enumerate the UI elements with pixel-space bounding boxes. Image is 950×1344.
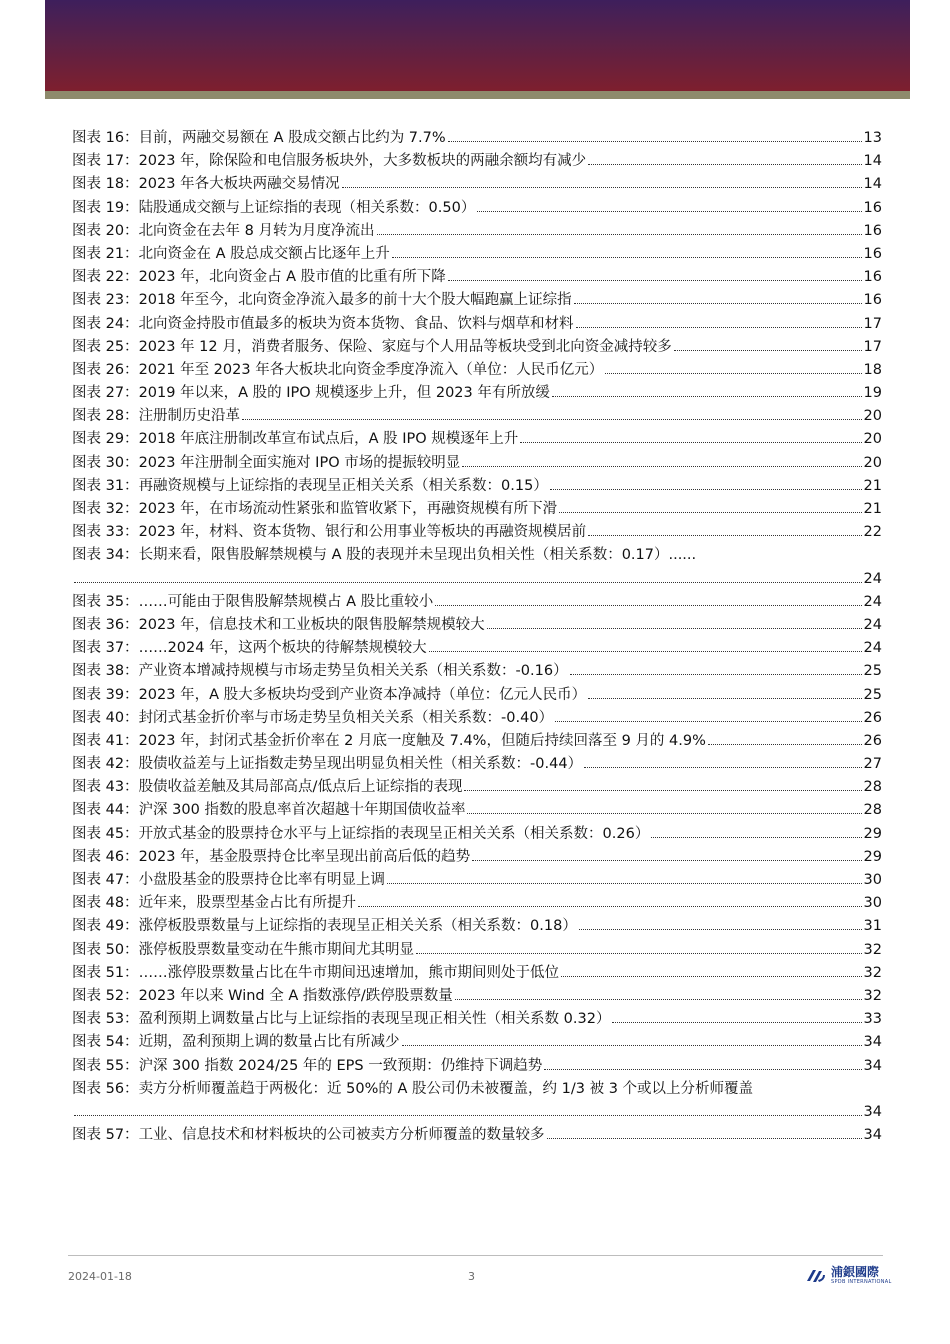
toc-entry-title: ……涨停股票数量占比在牛市期间迅速增加，熊市期间则处于低位 bbox=[138, 964, 560, 981]
toc-dot-leader bbox=[552, 395, 862, 397]
toc-entry-title: 开放式基金的股票持仓水平与上证综指的表现呈正相关关系（相关系数：0.26） bbox=[138, 825, 650, 842]
toc-entry[interactable] bbox=[72, 776, 882, 799]
toc-entry[interactable] bbox=[72, 684, 882, 707]
toc-dot-leader bbox=[358, 905, 861, 907]
toc-entry-label: 图表 54： bbox=[72, 1034, 139, 1051]
toc-entry-label: 图表 29： bbox=[72, 431, 139, 448]
toc-dot-leader bbox=[520, 441, 861, 443]
toc-page-number: 34 bbox=[863, 1127, 882, 1144]
toc-entry-label: 图表 21： bbox=[72, 245, 139, 262]
toc-page-number: 29 bbox=[863, 825, 882, 842]
toc-dot-leader bbox=[550, 488, 862, 490]
toc-entry[interactable] bbox=[72, 985, 882, 1008]
toc-entry[interactable] bbox=[72, 846, 882, 869]
toc-entry[interactable] bbox=[72, 591, 882, 614]
toc-entry-label: 图表 46： bbox=[72, 848, 139, 865]
toc-entry[interactable] bbox=[72, 1055, 882, 1078]
toc-dot-leader bbox=[74, 581, 862, 583]
toc-page-number: 21 bbox=[863, 477, 882, 494]
toc-entry-label: 图表 55： bbox=[72, 1057, 139, 1074]
toc-entry[interactable] bbox=[72, 382, 882, 405]
toc-page-number: 26 bbox=[863, 732, 882, 749]
toc-entry-title: 2023 年，信息技术和工业板块的限售股解禁规模较大 bbox=[138, 616, 485, 633]
toc-entry-title: 封闭式基金折价率与市场走势呈负相关关系（相关系数：-0.40） bbox=[138, 709, 554, 726]
toc-page-number: 21 bbox=[863, 501, 882, 517]
toc-entry-label: 图表 24： bbox=[72, 315, 139, 332]
toc-page-number: 17 bbox=[863, 315, 882, 332]
toc-dot-leader bbox=[570, 673, 862, 675]
toc-entry-label: 图表 43： bbox=[72, 779, 139, 796]
toc-entry-label: 图表 16： bbox=[72, 130, 139, 146]
toc-dot-leader bbox=[544, 1068, 861, 1070]
toc-page-number: 17 bbox=[863, 338, 882, 355]
toc-entry-label: 图表 39： bbox=[72, 686, 139, 703]
toc-entry-label: 图表 53： bbox=[72, 1011, 139, 1028]
toc-entry-title: 2023 年以来 Wind 全 A 指数涨停/跌停股票数量 bbox=[138, 987, 453, 1004]
toc-entry-label: 图表 23： bbox=[72, 292, 139, 309]
toc-entry-title: 小盘股基金的股票持仓比率有明显上调 bbox=[138, 872, 386, 889]
toc-entry[interactable] bbox=[72, 823, 882, 846]
toc-page-number: 20 bbox=[863, 454, 882, 471]
toc-entry[interactable] bbox=[72, 1008, 882, 1031]
toc-entry-label: 图表 37： bbox=[72, 640, 139, 657]
toc-entry-title: 沪深 300 指数 2024/25 年的 EPS 一致预期：仍维持下调趋势 bbox=[138, 1057, 543, 1074]
toc-entry[interactable] bbox=[72, 869, 882, 892]
toc-page-number: 34 bbox=[863, 1034, 882, 1051]
toc-entry-title: 陆股通成交额与上证综指的表现（相关系数：0.50） bbox=[138, 199, 476, 216]
toc-dot-leader bbox=[588, 534, 861, 536]
toc-entry-label: 图表 42： bbox=[72, 756, 139, 773]
toc-dot-leader bbox=[547, 1137, 862, 1139]
toc-page-number: 19 bbox=[863, 385, 882, 402]
toc-entry-label: 图表 27： bbox=[72, 385, 139, 402]
toc-dot-leader bbox=[392, 256, 862, 258]
toc-dot-leader bbox=[342, 186, 862, 188]
toc-entry[interactable] bbox=[72, 173, 882, 196]
toc-entry-title: 北向资金在去年 8 月转为月度净流出 bbox=[138, 222, 375, 239]
toc-entry-label: 图表 49： bbox=[72, 918, 139, 935]
toc-page-number: 32 bbox=[863, 941, 882, 958]
toc-entry[interactable] bbox=[72, 498, 882, 521]
toc-entry[interactable] bbox=[72, 1124, 882, 1147]
toc-dot-leader bbox=[584, 766, 861, 768]
toc-entry[interactable] bbox=[72, 150, 882, 173]
toc-page-number: 16 bbox=[863, 199, 882, 216]
toc-entry[interactable] bbox=[72, 521, 882, 544]
toc-entry-title: 2023 年，封闭式基金折价率在 2 月底一度触及 7.4%，但随后持续回落至 9 月的 4.9% bbox=[138, 732, 706, 749]
toc-entry-label: 图表 18： bbox=[72, 176, 139, 193]
toc-page-number: 16 bbox=[863, 222, 882, 239]
toc-entry-title: 沪深 300 指数的股息率首次超越十年期国债收益率 bbox=[138, 802, 466, 819]
toc-page-number: 24 bbox=[863, 570, 882, 587]
toc-entry-label: 图表 22： bbox=[72, 269, 139, 286]
toc-entry-label: 图表 30： bbox=[72, 454, 139, 471]
toc-dot-leader bbox=[467, 812, 861, 814]
toc-entry-title: ……2024 年，这两个板块的待解禁规模较大 bbox=[138, 640, 427, 657]
toc-entry-title: 2018 年至今，北向资金净流入最多的前十大个股大幅跑赢上证综指 bbox=[138, 292, 572, 309]
toc-entry-label: 图表 34： bbox=[72, 547, 139, 564]
header-banner bbox=[45, 0, 910, 91]
toc-page-number: 28 bbox=[863, 779, 882, 796]
toc-page-number: 14 bbox=[863, 176, 882, 193]
toc-page-number: 24 bbox=[863, 616, 882, 633]
toc-entry-label: 图表 20： bbox=[72, 222, 139, 239]
footer-page-number: 3 bbox=[468, 1270, 475, 1283]
toc-entry-label: 图表 33： bbox=[72, 524, 139, 541]
toc-entry-title: 北向资金在 A 股总成交额占比逐年上升 bbox=[138, 245, 390, 262]
toc-dot-leader bbox=[448, 279, 862, 281]
toc-page-number: 27 bbox=[863, 756, 882, 773]
toc-entry[interactable] bbox=[72, 1078, 882, 1124]
toc-entry-title: 2021 年至 2023 年各大板块北向资金季度净流入（单位：人民币亿元） bbox=[138, 361, 604, 378]
toc-entry-title: 2023 年，基金股票持仓比率呈现出前高后低的趋势 bbox=[138, 848, 471, 865]
toc-entry-title: 注册制历史沿革 bbox=[138, 408, 241, 425]
figure-list bbox=[72, 127, 882, 1147]
toc-entry-label: 图表 28： bbox=[72, 408, 139, 425]
toc-entry-label: 图表 35： bbox=[72, 593, 139, 610]
toc-entry-label: 图表 45： bbox=[72, 825, 139, 842]
toc-entry-title: 目前，两融交易额在 A 股成交额占比约为 7.7% bbox=[138, 130, 446, 146]
toc-entry[interactable] bbox=[72, 289, 882, 312]
toc-entry[interactable] bbox=[72, 939, 882, 962]
toc-dot-leader bbox=[477, 210, 861, 212]
toc-entry[interactable] bbox=[72, 336, 882, 359]
toc-entry-label: 图表 25： bbox=[72, 338, 139, 355]
toc-entry-label: 图表 17： bbox=[72, 153, 139, 170]
toc-dot-leader bbox=[455, 998, 862, 1000]
toc-entry-title: 2018 年底注册制改革宣布试点后，A 股 IPO 规模逐年上升 bbox=[138, 431, 519, 448]
toc-entry[interactable] bbox=[72, 452, 882, 475]
toc-entry-label: 图表 57： bbox=[72, 1127, 139, 1144]
toc-entry[interactable] bbox=[72, 915, 882, 938]
toc-dot-leader bbox=[579, 928, 862, 930]
toc-entry[interactable] bbox=[72, 313, 882, 336]
toc-entry-title: ……可能由于限售股解禁规模占 A 股比重较小 bbox=[138, 593, 434, 610]
toc-entry-title: 近期，盈利预期上调的数量占比有所减少 bbox=[138, 1034, 400, 1051]
toc-page-number: 31 bbox=[863, 918, 882, 935]
toc-page-number: 33 bbox=[863, 1011, 882, 1028]
toc-page-number: 34 bbox=[863, 1057, 882, 1074]
toc-page-number: 16 bbox=[863, 292, 882, 309]
toc-entry-label: 图表 41： bbox=[72, 732, 139, 749]
toc-entry-label: 图表 26： bbox=[72, 361, 139, 378]
toc-page-number: 32 bbox=[863, 964, 882, 981]
toc-dot-leader bbox=[588, 697, 861, 699]
toc-page-number: 18 bbox=[863, 361, 882, 378]
toc-dot-leader bbox=[559, 511, 861, 513]
toc-dot-leader bbox=[576, 326, 862, 328]
toc-entry[interactable] bbox=[72, 405, 882, 428]
toc-entry[interactable] bbox=[72, 892, 882, 915]
company-logo bbox=[805, 1266, 892, 1285]
toc-dot-leader bbox=[242, 418, 861, 420]
toc-entry-label: 图表 32： bbox=[72, 501, 139, 517]
toc-entry-title: 2023 年，在市场流动性紧张和监管收紧下，再融资规模有所下滑 bbox=[138, 501, 558, 517]
toc-entry-label: 图表 36： bbox=[72, 616, 139, 633]
toc-entry[interactable] bbox=[72, 614, 882, 637]
toc-page-number: 26 bbox=[863, 709, 882, 726]
toc-entry-title: 再融资规模与上证综指的表现呈正相关关系（相关系数：0.15） bbox=[138, 477, 548, 494]
toc-entry[interactable] bbox=[72, 127, 882, 150]
toc-entry-title: 工业、信息技术和材料板块的公司被卖方分析师覆盖的数量较多 bbox=[138, 1127, 545, 1144]
toc-entry-title: 2023 年，A 股大多板块均受到产业资本净减持（单位：亿元人民币） bbox=[138, 686, 587, 703]
toc-entry-label: 图表 19： bbox=[72, 199, 139, 216]
toc-dot-leader bbox=[74, 1114, 862, 1116]
toc-entry[interactable] bbox=[72, 660, 882, 683]
toc-entry[interactable] bbox=[72, 753, 882, 776]
toc-entry-label: 图表 31： bbox=[72, 477, 139, 494]
toc-entry[interactable] bbox=[72, 359, 882, 382]
toc-entry-label: 图表 40： bbox=[72, 709, 139, 726]
toc-entry-title: 产业资本增减持规模与市场走势呈负相关关系（相关系数：-0.16） bbox=[138, 663, 568, 680]
logo-chinese-text: 浦銀國際 bbox=[831, 1265, 880, 1279]
toc-entry[interactable] bbox=[72, 428, 882, 451]
toc-entry[interactable] bbox=[72, 475, 882, 498]
toc-entry-title: 2023 年注册制全面实施对 IPO 市场的提振较明显 bbox=[138, 454, 461, 471]
toc-entry-title: 2019 年以来，A 股的 IPO 规模逐步上升，但 2023 年有所放缓 bbox=[138, 385, 550, 402]
toc-entry[interactable] bbox=[72, 220, 882, 243]
toc-page-number: 24 bbox=[863, 640, 882, 657]
toc-page-number: 34 bbox=[863, 1103, 882, 1120]
toc-entry-title: 涨停板股票数量与上证综指的表现呈正相关关系（相关系数：0.18） bbox=[138, 918, 577, 935]
toc-page-number: 25 bbox=[863, 686, 882, 703]
toc-dot-leader bbox=[429, 650, 862, 652]
toc-entry-label: 图表 50： bbox=[72, 941, 139, 958]
toc-dot-leader bbox=[605, 372, 861, 374]
toc-page-number: 29 bbox=[863, 848, 882, 865]
toc-entry-title: 盈利预期上调数量占比与上证综指的表现呈现正相关性（相关系数 0.32） bbox=[138, 1011, 611, 1028]
toc-entry-title: 卖方分析师覆盖趋于两极化：近 50%的 A 股公司仍未被覆盖，约 1/3 被 3 个或以上分析师覆盖 bbox=[138, 1080, 754, 1097]
toc-entry-title: 2023 年各大板块两融交易情况 bbox=[138, 176, 340, 193]
toc-dot-leader bbox=[708, 743, 862, 745]
toc-page-number: 32 bbox=[863, 987, 882, 1004]
toc-entry-title: 股债收益差与上证指数走势呈现出明显负相关性（相关系数：-0.44） bbox=[138, 756, 583, 773]
toc-entry[interactable] bbox=[72, 243, 882, 266]
toc-entry[interactable] bbox=[72, 637, 882, 660]
toc-entry-label: 图表 52： bbox=[72, 987, 139, 1004]
toc-entry[interactable] bbox=[72, 707, 882, 730]
toc-entry[interactable] bbox=[72, 1031, 882, 1054]
toc-page-number: 20 bbox=[863, 431, 882, 448]
toc-dot-leader bbox=[402, 1044, 862, 1046]
toc-dot-leader bbox=[464, 789, 861, 791]
toc-entry[interactable] bbox=[72, 266, 882, 289]
toc-page-number: 28 bbox=[863, 802, 882, 819]
toc-page-number: 30 bbox=[863, 872, 882, 889]
footer-divider bbox=[68, 1255, 883, 1256]
toc-entry-title: 2023 年，北向资金占 A 股市值的比重有所下降 bbox=[138, 269, 446, 286]
header-accent-line bbox=[45, 91, 910, 99]
toc-entry-title: 2023 年 12 月，消费者服务、保险、家庭与个人用品等板块受到北向资金减持较多 bbox=[138, 338, 672, 355]
toc-page-number: 13 bbox=[863, 130, 882, 146]
toc-dot-leader bbox=[377, 233, 862, 235]
toc-entry-label: 图表 56： bbox=[72, 1080, 139, 1097]
toc-dot-leader bbox=[487, 627, 862, 629]
toc-dot-leader bbox=[612, 1021, 861, 1023]
toc-entry-label: 图表 47： bbox=[72, 872, 139, 889]
toc-entry-title: 2023 年，材料、资本货物、银行和公用事业等板块的再融资规模居前 bbox=[138, 524, 587, 541]
toc-dot-leader bbox=[651, 836, 861, 838]
toc-page-number: 20 bbox=[863, 408, 882, 425]
toc-entry[interactable] bbox=[72, 197, 882, 220]
toc-entry-label: 图表 51： bbox=[72, 964, 139, 981]
toc-entry-title: 长期来看，限售股解禁规模与 A 股的表现并未呈现出负相关性（相关系数：0.17）...... bbox=[138, 547, 697, 564]
toc-dot-leader bbox=[574, 302, 862, 304]
toc-dot-leader bbox=[387, 882, 861, 884]
toc-dot-leader bbox=[462, 465, 861, 467]
toc-page-number: 14 bbox=[863, 153, 882, 170]
toc-entry[interactable] bbox=[72, 544, 882, 590]
toc-dot-leader bbox=[416, 952, 861, 954]
toc-entry-title: 近年来，股票型基金占比有所提升 bbox=[138, 895, 357, 912]
toc-entry-label: 图表 48： bbox=[72, 895, 139, 912]
toc-dot-leader bbox=[435, 604, 861, 606]
toc-entry-title: 涨停板股票数量变动在牛熊市期间尤其明显 bbox=[138, 941, 415, 958]
footer-date: 2024-01-18 bbox=[68, 1270, 132, 1283]
toc-page-number: 30 bbox=[863, 895, 882, 912]
toc-page-number: 24 bbox=[863, 593, 882, 610]
toc-dot-leader bbox=[674, 349, 862, 351]
toc-entry[interactable] bbox=[72, 730, 882, 753]
toc-dot-leader bbox=[472, 859, 861, 861]
toc-page-number: 16 bbox=[863, 245, 882, 262]
toc-page-number: 25 bbox=[863, 663, 882, 680]
toc-entry[interactable] bbox=[72, 799, 882, 822]
toc-dot-leader bbox=[588, 163, 861, 165]
toc-entry[interactable] bbox=[72, 962, 882, 985]
toc-entry-title: 北向资金持股市值最多的板块为资本货物、食品、饮料与烟草和材料 bbox=[138, 315, 574, 332]
toc-entry-label: 图表 44： bbox=[72, 802, 139, 819]
toc-page-number: 16 bbox=[863, 269, 882, 286]
toc-page-number: 22 bbox=[863, 524, 882, 541]
toc-entry-title: 2023 年，除保险和电信服务板块外，大多数板块的两融余额均有减少 bbox=[138, 153, 587, 170]
toc-entry-title: 股债收益差触及其局部高点/低点后上证综指的表现 bbox=[138, 779, 463, 796]
toc-dot-leader bbox=[561, 975, 861, 977]
toc-dot-leader bbox=[448, 140, 862, 142]
logo-icon bbox=[805, 1267, 827, 1285]
toc-dot-leader bbox=[555, 720, 861, 722]
toc-entry-label: 图表 38： bbox=[72, 663, 139, 680]
logo-english-text: SPDB INTERNATIONAL bbox=[831, 1279, 892, 1285]
